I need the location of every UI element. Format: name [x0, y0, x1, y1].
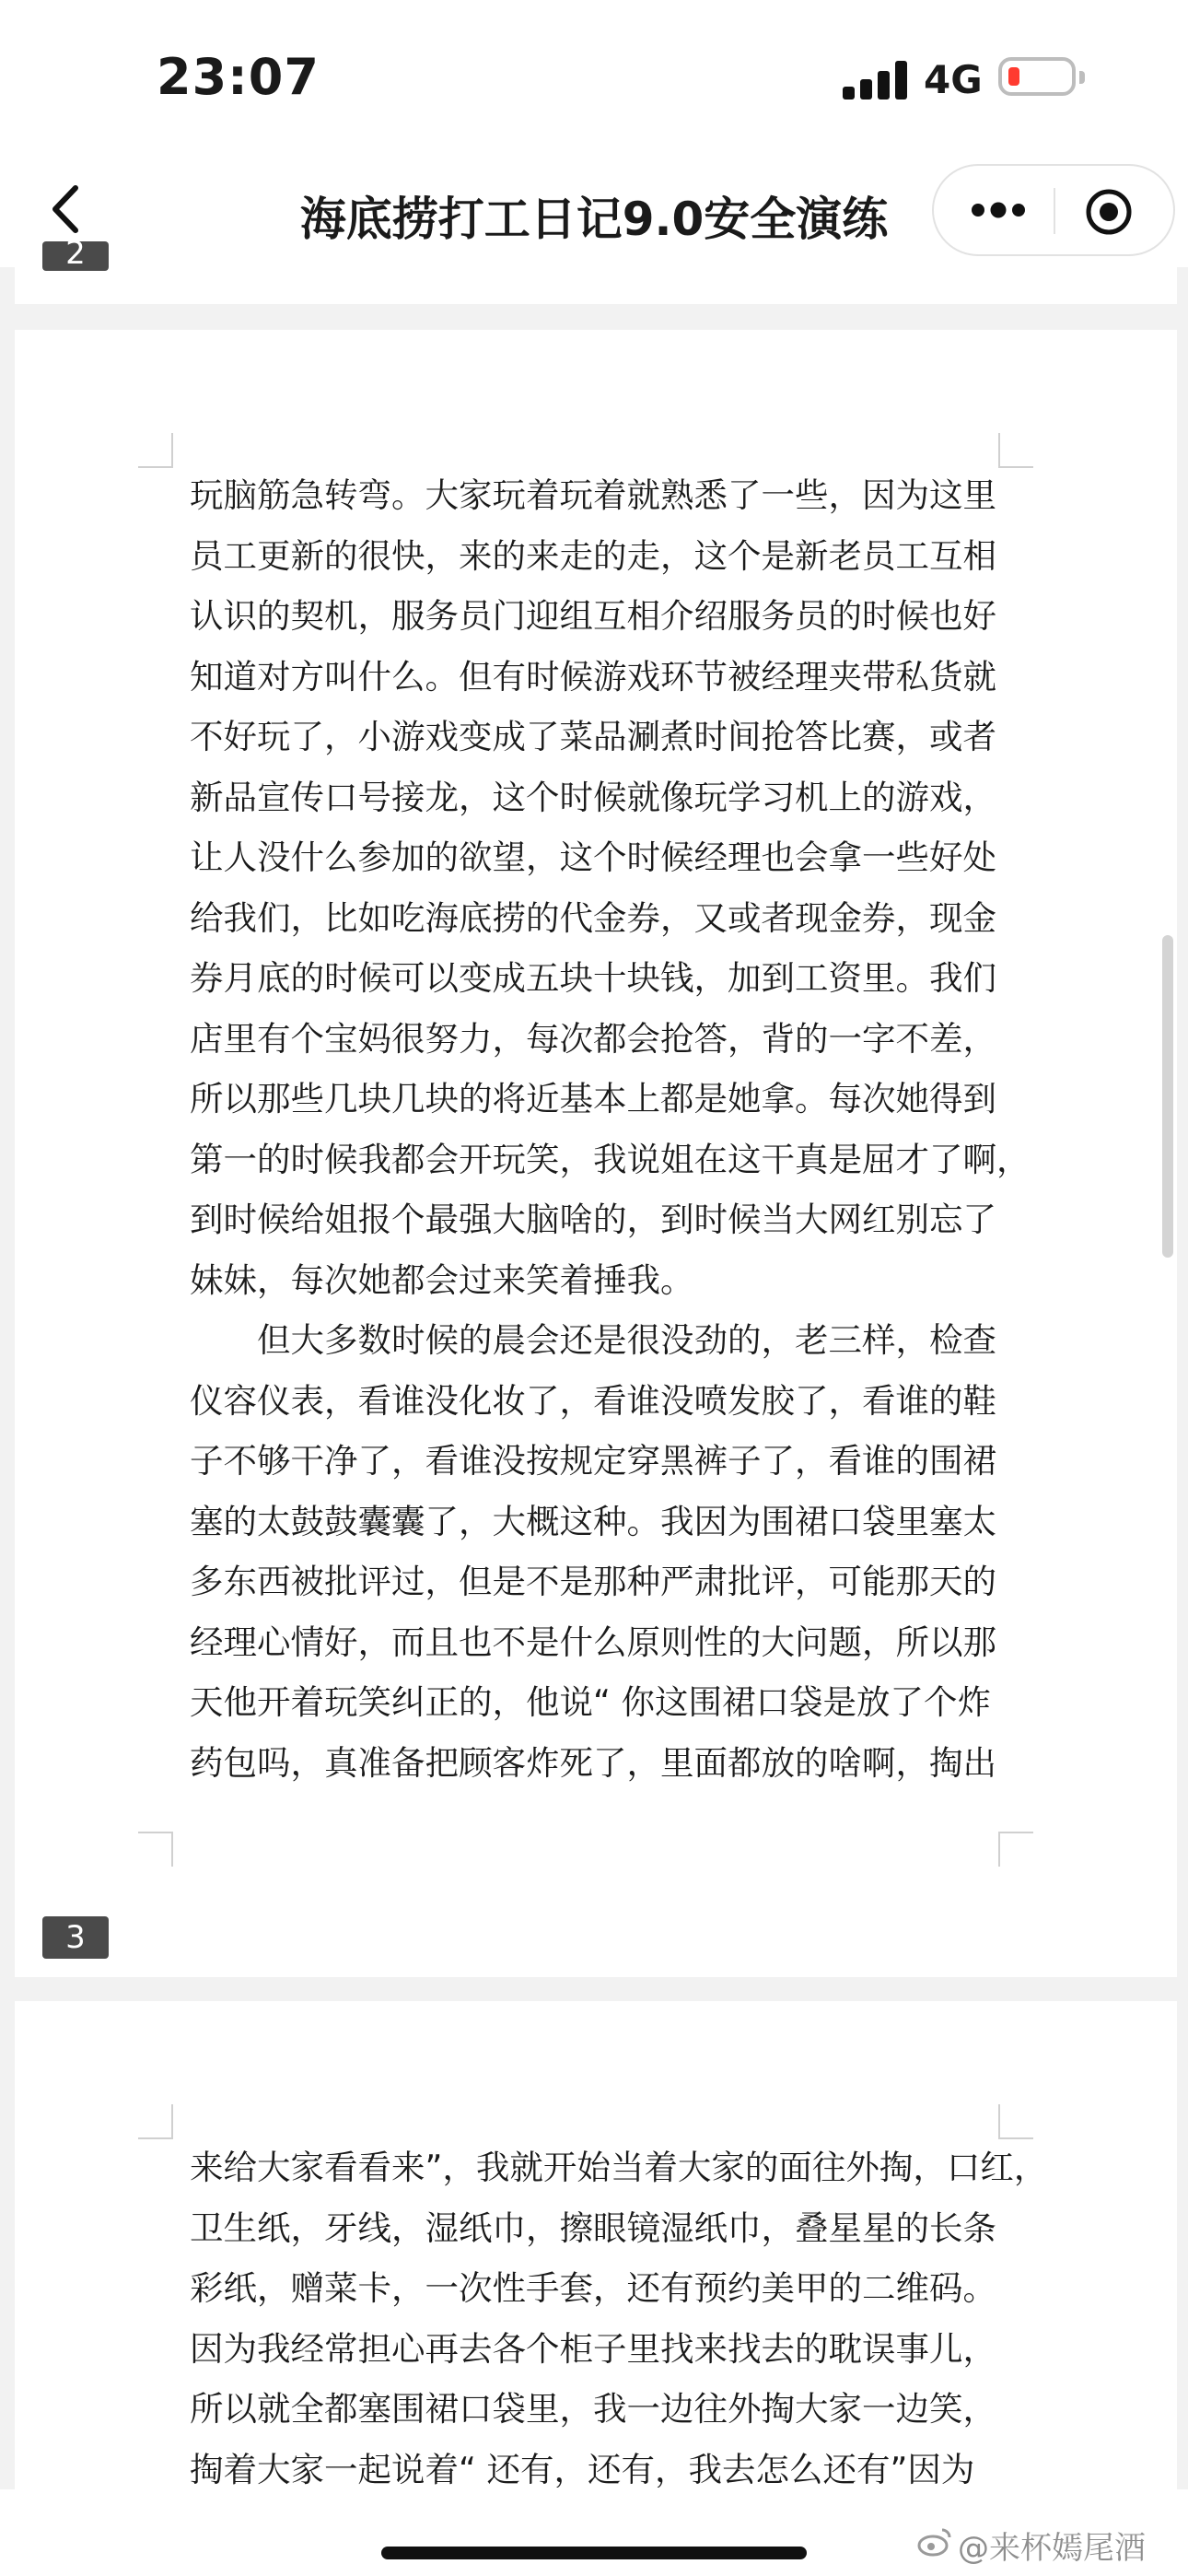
- text-line: 塞的太鼓鼓囊囊了，大概这种。我因为围裙口袋里塞太: [190, 1501, 996, 1541]
- text-line: 店里有个宝妈很努力，每次都会抢答，背的一字不差，: [190, 1018, 996, 1059]
- text-line: 仪容仪表，看谁没化妆了，看谁没喷发胶了，看谁的鞋: [190, 1380, 996, 1421]
- text-line: 给我们，比如吃海底捞的代金券，又或者现金券，现金: [190, 897, 996, 938]
- text-line: 子不够干净了，看谁没按规定穿黑裤子了，看谁的围裙: [190, 1441, 996, 1481]
- text-line: 多东西被批评过，但是不是那种严肃批评，可能那天的: [190, 1562, 996, 1601]
- text-line: 所以就全都塞围裙口袋里，我一边往外掏大家一边笑，: [190, 2389, 996, 2429]
- crop-mark: [998, 433, 1033, 468]
- crop-mark: [998, 1832, 1033, 1867]
- battery-icon: [998, 57, 1076, 96]
- text-line: 因为我经常担心再去各个柜子里找来找去的耽误事儿，: [190, 2328, 996, 2369]
- network-type: 4G: [924, 57, 983, 102]
- page-title: 海底捞打工日记9.0安全演练: [299, 193, 889, 246]
- watermark: @来杯嫣尾酒: [958, 2530, 1146, 2567]
- nav-bar: [0, 157, 1188, 267]
- miniprogram-capsule: [932, 164, 1175, 256]
- crop-mark: [138, 433, 173, 468]
- crop-mark: [138, 1832, 173, 1867]
- text-line: 新品宣传口号接龙，这个时候就像玩学习机上的游戏，: [190, 777, 996, 817]
- text-line: 但大多数时候的晨会还是很没劲的，老三样，检查: [190, 1320, 996, 1360]
- signal-icon: [843, 61, 907, 100]
- document-page-3: [15, 330, 1177, 1977]
- text-line: 所以那些几块几块的将近基本上都是她拿。每次她得到: [190, 1079, 996, 1118]
- chevron-left-icon[interactable]: [37, 177, 101, 241]
- text-line: 掏着大家一起说着“ 还有，还有，我去怎么还有”因为: [190, 2449, 975, 2488]
- status-bar: [0, 0, 1188, 157]
- text-line: 知道对方叫什么。但有时候游戏环节被经理夹带私货就: [190, 656, 996, 697]
- text-line: 员工更新的很快，来的来走的走，这个是新老员工互相: [190, 535, 996, 576]
- text-line: 到时候给姐报个最强大脑啥的，到时候当大网红别忘了: [190, 1200, 996, 1239]
- text-line: 天他开着玩笑纠正的，他说“ 你这围裙口袋是放了个炸: [190, 1682, 992, 1722]
- target-close-icon[interactable]: [1081, 184, 1136, 240]
- text-line: 第一的时候我都会开玩笑，我说姐在这干真是屈才了啊，: [190, 1139, 1031, 1179]
- bottom-bar: [0, 2489, 1188, 2576]
- more-dots-icon[interactable]: [965, 186, 1031, 234]
- document-page-2: [15, 241, 1177, 304]
- text-line: 彩纸，赠菜卡，一次性手套，还有预约美甲的二维码。: [190, 2268, 996, 2308]
- crop-mark: [138, 2104, 173, 2139]
- page-3-body-text: [190, 465, 1031, 1793]
- text-line: 券月底的时候可以变成五块十块钱，加到工资里。我们: [190, 958, 996, 998]
- text-line: 经理心情好，而且也不是什么原则性的大问题，所以那: [190, 1622, 996, 1662]
- status-time: 23:07: [157, 48, 320, 106]
- page-number-badge: 3: [42, 1916, 109, 1959]
- text-line: 不好玩了，小游戏变成了菜品涮煮时间抢答比赛，或者: [190, 717, 996, 756]
- text-line: 玩脑筋急转弯。大家玩着玩着就熟悉了一些，因为这里: [190, 475, 996, 515]
- text-line: 药包吗，真准备把顾客炸死了，里面都放的啥啊，掏出: [190, 1742, 996, 1783]
- weibo-icon: [916, 2526, 953, 2558]
- scrollbar[interactable]: [1162, 935, 1173, 1258]
- page-4-body-text: [190, 2137, 1048, 2488]
- document-page-4: [15, 2001, 1177, 2489]
- text-line: 来给大家看看来”，我就开始当着大家的面往外掏，口红，: [190, 2148, 1048, 2187]
- text-line: 让人没什么参加的欲望，这个时候经理也会拿一些好处: [190, 837, 996, 877]
- text-line: 卫生纸，牙线，湿纸巾，擦眼镜湿纸巾，叠星星的长条: [190, 2207, 996, 2248]
- page-number-badge: 2: [42, 241, 109, 271]
- text-line: 认识的契机，服务员门迎组互相介绍服务员的时候也好: [190, 596, 996, 636]
- text-line: 妹妹，每次她都会过来笑着捶我。: [190, 1259, 694, 1300]
- crop-mark: [998, 2104, 1033, 2139]
- home-indicator[interactable]: [381, 2547, 807, 2559]
